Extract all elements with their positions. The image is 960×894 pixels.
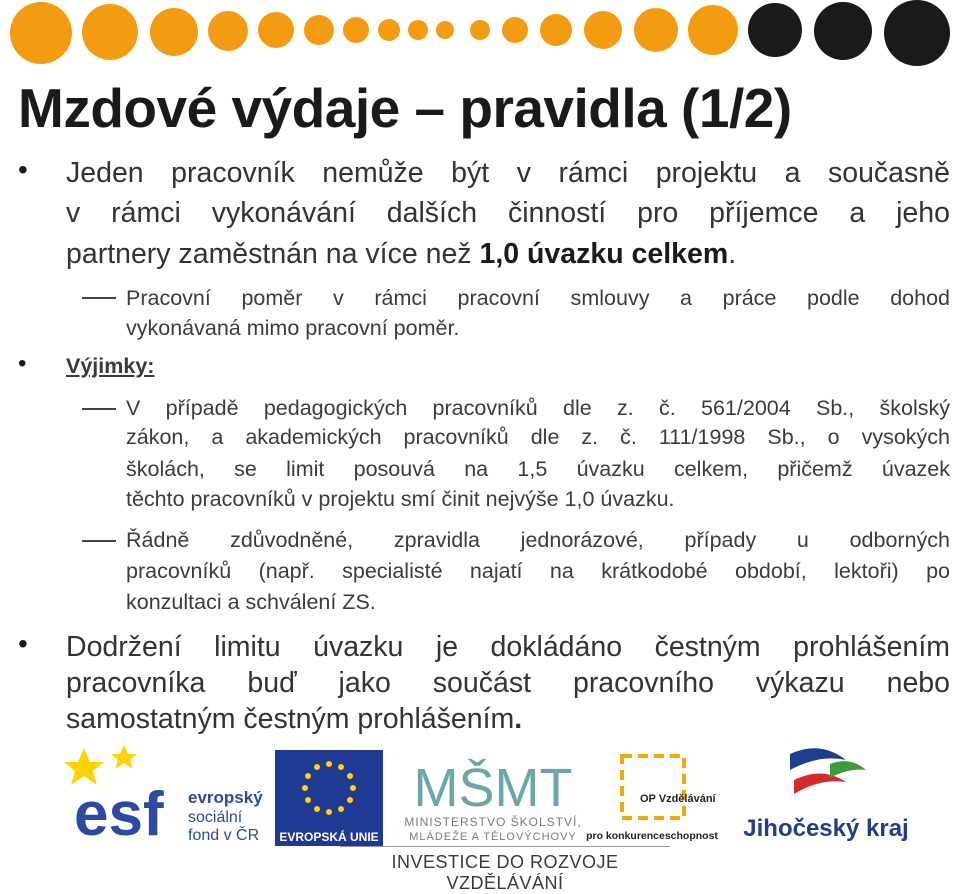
bullet2-line3-period: .: [514, 703, 523, 735]
dot-decoration: [884, 0, 950, 66]
dot-decoration: [208, 11, 248, 51]
dot-decoration: [258, 12, 294, 48]
eu-flag-logo: [275, 750, 383, 846]
esf-caption-line2: sociální: [188, 809, 243, 826]
bullet2-line3-text: samostatným čestným prohlášením: [66, 703, 515, 735]
op-caption-line1: OP Vzdělávání: [640, 793, 716, 805]
esf-letters: esf: [74, 780, 164, 849]
msmt-logo: [404, 758, 581, 843]
op-caption-line2: pro konkurenceschopnost: [586, 830, 718, 842]
dot-decoration: [634, 8, 678, 52]
dot-decoration: [150, 8, 198, 56]
eu-caption: EVROPSKÁ UNIE: [279, 830, 379, 844]
sub1-line2: vykonávaná mimo pracovní poměr.: [126, 316, 460, 340]
sub2-line4: těchto pracovníků v projektu smí činit nejvýše 1,0 úvazku.: [126, 487, 675, 511]
dot-decoration: [584, 11, 622, 49]
sub1-line1: Pracovní poměr v rámci pracovní smlouvy a práce podle dohod: [126, 286, 950, 310]
sub3-line3: konzultaci a schválení ZS.: [126, 590, 376, 614]
sub2-line1: V případě pedagogických pracovníků dle z. č. 561/2004 Sb., školský: [126, 396, 950, 420]
dash-marker: [82, 540, 116, 542]
exceptions-label: Výjimky:: [66, 354, 155, 378]
logo-strip-graphic: [0, 740, 960, 850]
dot-decoration: [304, 15, 334, 45]
bullet2-line2: pracovníka buď jako součást pracovního výkazu nebo: [66, 667, 950, 699]
bullet-dot: •: [18, 154, 28, 185]
dot-decoration: [688, 5, 738, 55]
bullet1-line2: v rámci vykonávání dalších činností pro příjemce a jeho: [66, 197, 950, 229]
jck-logo: [743, 748, 908, 842]
bullet1-line3: [66, 236, 950, 273]
jck-caption: Jihočeský kraj: [743, 815, 909, 842]
footer-text: INVESTICE DO ROZVOJE VZDĚLÁVÁNÍ: [391, 852, 619, 893]
sub3-line1: Řádně zdůvodněné, zpravidla jednorázové, případy u odborných: [126, 528, 950, 552]
sub2-line3: školách, se limit posouvá na 1,5 úvazku celkem, přičemž úvazek: [126, 457, 950, 481]
dot-decoration: [470, 20, 490, 40]
dot-decoration: [502, 17, 528, 43]
decorative-dot-band: [0, 0, 960, 70]
dot-decoration: [748, 3, 802, 57]
dot-decoration: [814, 2, 872, 60]
dash-marker: [82, 297, 116, 299]
dot-decoration: [378, 19, 400, 41]
msmt-caption-line2: MLÁDEŽE A TĚLOVÝCHOVY: [409, 831, 577, 843]
sub3-line2: pracovníků (např. specialisté najatí na krátkodobé období, lektoři) po: [126, 559, 950, 583]
footer-rule: [340, 846, 670, 847]
dot-decoration: [408, 20, 428, 40]
bullet1-line3-period: .: [728, 238, 737, 270]
msmt-caption-line1: MINISTERSTVO ŠKOLSTVÍ,: [404, 815, 582, 829]
bullet1-line1: Jeden pracovník nemůže být v rámci projektu a současně: [66, 157, 950, 189]
bullet2-line1: Dodržení limitu úvazku je dokládáno čestným prohlášením: [66, 631, 950, 663]
dot-decoration: [343, 17, 369, 43]
bullet1-line3-emphasis: 1,0 úvazku celkem: [479, 238, 729, 270]
bullet1-line3-text: partnery zaměstnán na více než: [66, 238, 480, 270]
esf-logo: [64, 745, 263, 849]
dot-decoration: [540, 14, 572, 46]
bullet2-line3: [66, 701, 950, 738]
esf-caption-line1: evropský: [188, 788, 263, 807]
op-logo: [586, 756, 718, 842]
bullet-dot: •: [18, 350, 27, 377]
slide-title: Mzdové výdaje – pravidla (1/2): [18, 77, 792, 139]
bullet-dot: •: [18, 628, 28, 659]
esf-caption-line3: fond v ČR: [188, 827, 260, 844]
dot-decoration: [436, 21, 454, 39]
sub2-line2: zákon, a akademických pracovníků dle z. č. 111/1998 Sb., o vysokých: [126, 425, 950, 449]
dot-decoration: [10, 2, 72, 64]
dash-marker: [82, 408, 116, 410]
msmt-letters: MŠMT: [413, 758, 573, 818]
dot-decoration: [82, 4, 138, 60]
